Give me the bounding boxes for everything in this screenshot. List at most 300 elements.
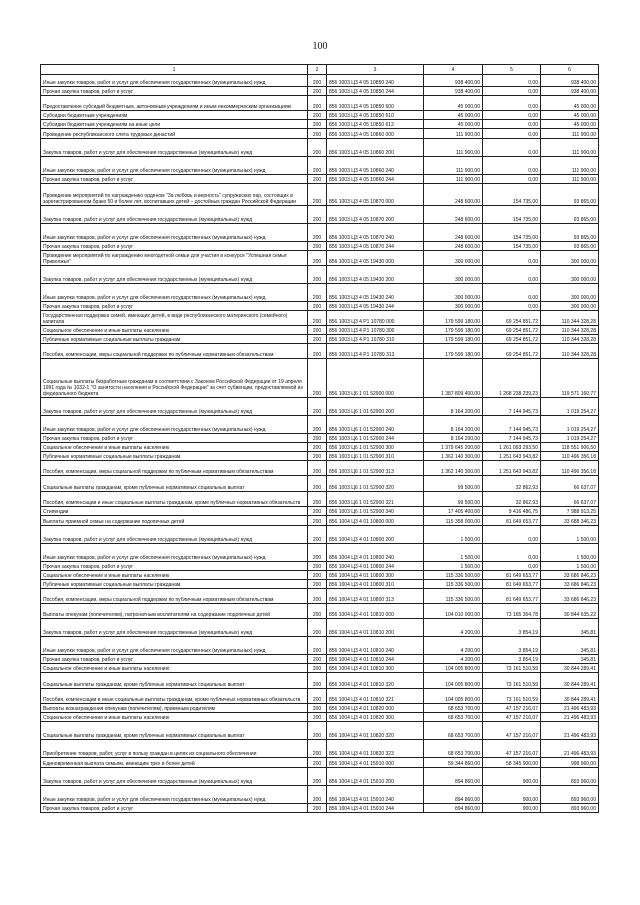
row-name-cell: Закупка товаров, работ и услуг для обеспечения государственных (муниципальных) нужд (41, 526, 308, 544)
row-remaining-cell: 893 960,00 (541, 786, 599, 804)
row-code-cell: 200 (308, 722, 327, 740)
row-executed-cell: 9 416 486,75 (483, 507, 541, 516)
row-executed-cell: 154 735,00 (483, 242, 541, 251)
row-name-cell: Стипендии (41, 507, 308, 516)
row-classification-cell: 856 1004 Ц3 4 01 10800 313 (327, 589, 424, 604)
row-remaining-cell: 93 865,00 (541, 206, 599, 224)
row-executed-cell: 69 254 851,72 (483, 326, 541, 335)
row-name-cell: Иные закупки товаров, работ и услуг для обеспечения государственных (муниципальных) нужд (41, 224, 308, 242)
row-name-cell: Иные закупки товаров, работ и услуг для обеспечения государственных (муниципальных) нужд (41, 75, 308, 87)
row-classification-cell: 856 1003 Ц3 4 05 10850 612 (327, 120, 424, 129)
row-code-cell: 200 (308, 664, 327, 673)
table-row (41, 87, 599, 96)
row-executed-cell: 0,00 (483, 251, 541, 266)
row-name-cell: Приобретение товаров, работ, услуг в пользу граждан в целях их социального обеспечения (41, 740, 308, 758)
row-classification-cell: 856 1004 Ц3 4 01 10810 321 (327, 689, 424, 704)
row-remaining-cell: 45 000,00 (541, 111, 599, 120)
row-classification-cell: 856 1003 Ц3 4 05 19430 000 (327, 251, 424, 266)
row-classification-cell: 856 1003 Ц6 1 01 52900 320 (327, 476, 424, 492)
row-name-cell: Социальные выплаты гражданам, кроме публичных нормативных социальных выплат (41, 476, 308, 492)
row-remaining-cell: 1 019 254,27 (541, 434, 599, 443)
row-executed-cell: 3 854,19 (483, 637, 541, 655)
row-name-cell: Пособия, компенсации и иные социальные выплаты гражданам, кроме публичных нормативных обязательств (41, 492, 308, 507)
row-classification-cell: 856 1003 Ц6 1 01 52900 310 (327, 452, 424, 461)
table-row (41, 344, 599, 359)
row-executed-cell: 1 261 093 293,50 (483, 443, 541, 452)
row-remaining-cell: 345,81 (541, 637, 599, 655)
row-remaining-cell: 33 686 846,23 (541, 571, 599, 580)
row-classification-cell: 856 1004 Ц3 4 01 10810 244 (327, 655, 424, 664)
row-executed-cell: 32 862,93 (483, 476, 541, 492)
row-code-cell: 200 (308, 452, 327, 461)
row-code-cell: 200 (308, 224, 327, 242)
row-name-cell: Социальное обеспечение и иные выплаты населению (41, 443, 308, 452)
column-header: 5 (483, 65, 541, 75)
row-name-cell: Пособия, компенсации, меры социальной поддержки по публичным нормативным обязательствам (41, 589, 308, 604)
row-name-cell: Проведение мероприятий по награждению орденом "За любовь и верность" супружеских пар, состоящих в зарегистрированном браке 50 и более лет, воспитавших детей – достойных граждан Российской Федерации (41, 184, 308, 206)
row-executed-cell: 81 649 653,77 (483, 516, 541, 526)
row-executed-cell: 900,00 (483, 804, 541, 813)
row-name-cell: Иные закупки товаров, работ и услуг для обеспечения государственных (муниципальных) нужд (41, 284, 308, 302)
row-name-cell: Пособия, компенсации и иные социальные выплаты гражданам, кроме публичных нормативных обязательств (41, 689, 308, 704)
table-row (41, 184, 599, 206)
row-remaining-cell: 30 844 289,41 (541, 673, 599, 689)
row-remaining-cell: 30 844 635,22 (541, 604, 599, 619)
row-executed-cell: 69 254 851,72 (483, 335, 541, 344)
row-classification-cell: 856 1004 Ц3 4 01 10810 000 (327, 604, 424, 619)
row-assigned-cell: 59 344 860,00 (424, 758, 483, 768)
table-row (41, 452, 599, 461)
row-classification-cell: 856 1004 Ц3 4 01 10810 300 (327, 664, 424, 673)
row-classification-cell: 856 1003 Ц3 4 Р1 10780 313 (327, 344, 424, 359)
row-remaining-cell: 1 019 254,27 (541, 398, 599, 416)
table-row (41, 157, 599, 175)
table-row (41, 266, 599, 284)
row-name-cell: Иные закупки товаров, работ и услуг для обеспечения государственных (муниципальных) нужд (41, 416, 308, 434)
row-code-cell: 200 (308, 507, 327, 516)
row-name-cell: Субсидии бюджетным учреждениям (41, 111, 308, 120)
row-remaining-cell: 111 900,00 (541, 139, 599, 157)
column-header: 6 (541, 65, 599, 75)
table-row (41, 111, 599, 120)
row-classification-cell: 856 1004 Ц3 4 01 10810 320 (327, 673, 424, 689)
row-code-cell: 200 (308, 655, 327, 664)
table-row (41, 589, 599, 604)
row-remaining-cell: 21 496 483,93 (541, 704, 599, 713)
row-classification-cell: 856 1003 Ц6 1 01 52900 321 (327, 492, 424, 507)
row-remaining-cell: 45 000,00 (541, 120, 599, 129)
row-code-cell: 200 (308, 526, 327, 544)
row-assigned-cell: 111 900,00 (424, 157, 483, 175)
row-executed-cell: 0,00 (483, 266, 541, 284)
row-executed-cell: 47 157 216,07 (483, 722, 541, 740)
row-assigned-cell: 1 362 140 300,00 (424, 461, 483, 476)
row-classification-cell: 856 1004 Ц3 4 01 10820 323 (327, 740, 424, 758)
row-code-cell: 200 (308, 637, 327, 655)
row-remaining-cell: 345,81 (541, 655, 599, 664)
row-assigned-cell: 248 600,00 (424, 184, 483, 206)
table-row (41, 139, 599, 157)
row-executed-cell: 81 649 653,77 (483, 580, 541, 589)
row-name-cell: Иные закупки товаров, работ и услуг для обеспечения государственных (муниципальных) нужд (41, 544, 308, 562)
row-name-cell: Закупка товаров, работ и услуг для обеспечения государственных (муниципальных) нужд (41, 206, 308, 224)
row-remaining-cell: 1 500,00 (541, 526, 599, 544)
row-executed-cell: 900,00 (483, 786, 541, 804)
row-assigned-cell: 248 600,00 (424, 242, 483, 251)
row-remaining-cell: 1 019 254,27 (541, 416, 599, 434)
row-assigned-cell: 300 000,00 (424, 302, 483, 311)
table-row (41, 516, 599, 526)
row-assigned-cell: 68 653 700,00 (424, 704, 483, 713)
row-classification-cell: 856 1003 Ц3 4 05 10850 240 (327, 75, 424, 87)
row-code-cell: 200 (308, 284, 327, 302)
table-row (41, 251, 599, 266)
table-row (41, 722, 599, 740)
row-code-cell: 200 (308, 461, 327, 476)
row-remaining-cell: 110 344 328,28 (541, 326, 599, 335)
row-name-cell: Проведение мероприятий по награждению многодетной семьи для участия в конкурсе "Успешная семья Приволжья" (41, 251, 308, 266)
table-row (41, 619, 599, 637)
row-assigned-cell: 4 200,00 (424, 619, 483, 637)
row-assigned-cell: 4 200,00 (424, 655, 483, 664)
row-assigned-cell: 111 900,00 (424, 139, 483, 157)
row-remaining-cell: 118 551 906,50 (541, 443, 599, 452)
row-assigned-cell: 104 005 800,00 (424, 689, 483, 704)
row-remaining-cell: 33 688 346,23 (541, 516, 599, 526)
row-name-cell: Субсидии бюджетным учреждениям на иные цели (41, 120, 308, 129)
row-assigned-cell: 115 336 500,00 (424, 580, 483, 589)
row-code-cell: 200 (308, 516, 327, 526)
row-code-cell: 200 (308, 266, 327, 284)
row-assigned-cell: 248 600,00 (424, 224, 483, 242)
row-name-cell: Закупка товаров, работ и услуг для обеспечения государственных (муниципальных) нужд (41, 398, 308, 416)
row-assigned-cell: 99 500,00 (424, 492, 483, 507)
row-code-cell: 200 (308, 120, 327, 129)
row-remaining-cell: 110 496 356,18 (541, 461, 599, 476)
row-executed-cell: 7 144 945,73 (483, 416, 541, 434)
row-executed-cell: 1 251 643 943,82 (483, 452, 541, 461)
table-row (41, 768, 599, 786)
table-row (41, 673, 599, 689)
row-assigned-cell: 179 599 180,00 (424, 326, 483, 335)
row-executed-cell: 47 157 216,07 (483, 713, 541, 722)
row-code-cell: 200 (308, 544, 327, 562)
row-executed-cell: 47 157 216,07 (483, 704, 541, 713)
row-classification-cell: 856 1003 Ц3 4 05 19430 200 (327, 266, 424, 284)
row-classification-cell: 856 1004 Ц3 4 01 15910 240 (327, 786, 424, 804)
table-row (41, 492, 599, 507)
table-row (41, 96, 599, 111)
row-code-cell: 200 (308, 139, 327, 157)
row-code-cell: 200 (308, 251, 327, 266)
row-code-cell: 200 (308, 359, 327, 398)
row-executed-cell: 0,00 (483, 75, 541, 87)
row-executed-cell: 0,00 (483, 544, 541, 562)
row-executed-cell: 0,00 (483, 111, 541, 120)
row-code-cell: 200 (308, 96, 327, 111)
row-executed-cell: 58 345 900,00 (483, 758, 541, 768)
row-remaining-cell: 345,81 (541, 619, 599, 637)
table-row (41, 562, 599, 571)
row-executed-cell: 154 735,00 (483, 206, 541, 224)
row-executed-cell: 73 165 364,78 (483, 604, 541, 619)
row-name-cell: Социальные выплаты безработным гражданам в соответствии с Законом Российской Федерации от 19 апреля 1991 года № 1032-1 "О занятости населения в Российской Федерации" за счет субвенции, предоставляемой из федерального бюджета (41, 359, 308, 398)
row-name-cell: Иные закупки товаров, работ и услуг для обеспечения государственных (муниципальных) нужд (41, 786, 308, 804)
row-name-cell: Социальное обеспечение и иные выплаты населению (41, 664, 308, 673)
row-code-cell: 200 (308, 157, 327, 175)
row-code-cell: 200 (308, 786, 327, 804)
column-header: 1 (41, 65, 308, 75)
row-executed-cell: 81 649 653,77 (483, 589, 541, 604)
row-code-cell: 200 (308, 768, 327, 786)
row-classification-cell: 856 1003 Ц6 1 01 52900 300 (327, 443, 424, 452)
row-code-cell: 200 (308, 492, 327, 507)
row-code-cell: 200 (308, 184, 327, 206)
row-classification-cell: 856 1004 Ц3 4 01 10810 240 (327, 637, 424, 655)
row-classification-cell: 856 1004 Ц3 4 01 10820 320 (327, 722, 424, 740)
row-code-cell: 200 (308, 476, 327, 492)
row-remaining-cell: 893 960,00 (541, 768, 599, 786)
row-classification-cell: 856 1004 Ц3 4 01 10800 310 (327, 580, 424, 589)
table-row (41, 704, 599, 713)
row-classification-cell: 856 1003 Ц3 4 Р1 10780 300 (327, 326, 424, 335)
row-assigned-cell: 1 500,00 (424, 544, 483, 562)
row-remaining-cell: 110 496 356,18 (541, 452, 599, 461)
row-name-cell: Проведение республиканского слета трудовых династий (41, 129, 308, 139)
table-row (41, 664, 599, 673)
row-name-cell: Закупка товаров, работ и услуг для обеспечения государственных (муниципальных) нужд (41, 139, 308, 157)
row-executed-cell: 0,00 (483, 96, 541, 111)
row-classification-cell: 856 1003 Ц6 1 01 52900 240 (327, 416, 424, 434)
table-row (41, 284, 599, 302)
row-classification-cell: 856 1003 Ц6 1 01 52900 313 (327, 461, 424, 476)
row-code-cell: 200 (308, 571, 327, 580)
row-assigned-cell: 104 005 800,00 (424, 664, 483, 673)
row-assigned-cell: 300 000,00 (424, 266, 483, 284)
row-name-cell: Выплаты вознаграждения опекунам (попечителям), приемным родителям (41, 704, 308, 713)
row-name-cell: Закупка товаров, работ и услуг для обеспечения государственных (муниципальных) нужд (41, 768, 308, 786)
row-name-cell: Прочая закупка товаров, работ и услуг (41, 562, 308, 571)
row-name-cell: Единовременная выплата семьям, имеющим трех и более детей (41, 758, 308, 768)
row-classification-cell: 856 1003 Ц6 1 01 52900 340 (327, 507, 424, 516)
row-code-cell: 200 (308, 242, 327, 251)
row-remaining-cell: 998 960,00 (541, 758, 599, 768)
row-code-cell: 200 (308, 111, 327, 120)
row-remaining-cell: 111 900,00 (541, 129, 599, 139)
row-executed-cell: 73 161 510,59 (483, 673, 541, 689)
row-executed-cell: 32 862,93 (483, 492, 541, 507)
row-assigned-cell: 45 000,00 (424, 96, 483, 111)
row-executed-cell: 0,00 (483, 284, 541, 302)
row-code-cell: 200 (308, 87, 327, 96)
row-name-cell: Выплаты опекунам (попечителям), патронатным воспитателям на содержание подопечных детей (41, 604, 308, 619)
row-assigned-cell: 115 336 500,00 (424, 571, 483, 580)
row-name-cell: Иные закупки товаров, работ и услуг для обеспечения государственных (муниципальных) нужд (41, 637, 308, 655)
row-executed-cell: 81 649 653,77 (483, 571, 541, 580)
row-executed-cell: 47 157 216,07 (483, 740, 541, 758)
row-classification-cell: 856 1003 Ц6 1 01 52900 000 (327, 359, 424, 398)
row-classification-cell: 856 1003 Ц3 4 05 10870 240 (327, 224, 424, 242)
row-remaining-cell: 110 344 328,28 (541, 311, 599, 326)
row-classification-cell: 856 1003 Ц3 4 05 19430 244 (327, 302, 424, 311)
row-executed-cell: 73 161 510,59 (483, 664, 541, 673)
table-row (41, 326, 599, 335)
row-assigned-cell: 179 599 180,00 (424, 335, 483, 344)
row-executed-cell: 69 254 851,72 (483, 311, 541, 326)
row-remaining-cell: 119 571 160,77 (541, 359, 599, 398)
row-name-cell: Социальные выплаты гражданам, кроме публичных нормативных социальных выплат (41, 673, 308, 689)
row-classification-cell: 856 1004 Ц3 4 01 10810 200 (327, 619, 424, 637)
row-executed-cell: 3 854,19 (483, 655, 541, 664)
row-executed-cell: 154 735,00 (483, 224, 541, 242)
row-remaining-cell: 893 960,00 (541, 804, 599, 813)
row-executed-cell: 0,00 (483, 129, 541, 139)
row-remaining-cell: 21 496 483,93 (541, 740, 599, 758)
row-remaining-cell: 7 988 913,25 (541, 507, 599, 516)
table-row (41, 443, 599, 452)
row-remaining-cell: 110 344 328,28 (541, 344, 599, 359)
row-assigned-cell: 104 010 000,00 (424, 604, 483, 619)
row-name-cell: Закупка товаров, работ и услуг для обеспечения государственных (муниципальных) нужд (41, 619, 308, 637)
row-assigned-cell: 4 200,00 (424, 637, 483, 655)
row-classification-cell: 856 1003 Ц3 4 05 10870 244 (327, 242, 424, 251)
row-assigned-cell: 115 358 000,00 (424, 516, 483, 526)
table-row (41, 786, 599, 804)
row-code-cell: 200 (308, 580, 327, 589)
table-row (41, 804, 599, 813)
row-code-cell: 200 (308, 398, 327, 416)
row-name-cell: Пособия, компенсации, меры социальной поддержки по публичным нормативным обязательствам (41, 344, 308, 359)
row-assigned-cell: 45 000,00 (424, 111, 483, 120)
row-name-cell: Прочая закупка товаров, работ и услуг (41, 302, 308, 311)
row-assigned-cell: 1 362 140 300,00 (424, 452, 483, 461)
table-row (41, 740, 599, 758)
row-code-cell: 200 (308, 344, 327, 359)
table-row (41, 129, 599, 139)
table-row (41, 713, 599, 722)
row-executed-cell: 0,00 (483, 302, 541, 311)
row-classification-cell: 856 1003 Ц3 4 Р1 10780 310 (327, 335, 424, 344)
row-classification-cell: 856 1003 Ц3 4 Р1 10780 000 (327, 311, 424, 326)
row-remaining-cell: 21 496 483,93 (541, 722, 599, 740)
table-row (41, 242, 599, 251)
row-code-cell: 200 (308, 326, 327, 335)
row-code-cell: 200 (308, 311, 327, 326)
row-classification-cell: 856 1003 Ц3 4 05 10870 200 (327, 206, 424, 224)
row-code-cell: 200 (308, 129, 327, 139)
row-remaining-cell: 1 500,00 (541, 562, 599, 571)
table-row (41, 689, 599, 704)
row-executed-cell: 154 735,00 (483, 184, 541, 206)
row-assigned-cell: 1 387 809 400,00 (424, 359, 483, 398)
row-name-cell: Прочая закупка товаров, работ и услуг (41, 655, 308, 664)
row-executed-cell: 7 144 945,73 (483, 398, 541, 416)
row-assigned-cell: 1 379 645 200,00 (424, 443, 483, 452)
row-assigned-cell: 111 900,00 (424, 175, 483, 184)
row-assigned-cell: 99 500,00 (424, 476, 483, 492)
table-row (41, 476, 599, 492)
row-remaining-cell: 21 496 483,93 (541, 713, 599, 722)
row-classification-cell: 856 1004 Ц3 4 01 10800 244 (327, 562, 424, 571)
row-name-cell: Предоставление субсидий бюджетным, автономным учреждениям и иным некоммерческим организациям (41, 96, 308, 111)
row-remaining-cell: 938 400,00 (541, 75, 599, 87)
row-classification-cell: 856 1003 Ц6 1 01 52900 200 (327, 398, 424, 416)
row-code-cell: 200 (308, 604, 327, 619)
row-assigned-cell: 111 900,00 (424, 129, 483, 139)
row-code-cell: 200 (308, 206, 327, 224)
row-remaining-cell: 33 686 846,23 (541, 580, 599, 589)
column-header: 3 (327, 65, 424, 75)
row-executed-cell: 900,00 (483, 768, 541, 786)
row-assigned-cell: 1 500,00 (424, 562, 483, 571)
row-assigned-cell: 894 860,00 (424, 768, 483, 786)
table-row (41, 526, 599, 544)
row-assigned-cell: 938 400,00 (424, 87, 483, 96)
row-assigned-cell: 179 599 180,00 (424, 311, 483, 326)
row-name-cell: Прочая закупка товаров, работ и услуг (41, 804, 308, 813)
row-executed-cell: 0,00 (483, 526, 541, 544)
row-code-cell: 200 (308, 443, 327, 452)
row-name-cell: Иные закупки товаров, работ и услуг для обеспечения государственных (муниципальных) нужд (41, 157, 308, 175)
row-remaining-cell: 938 400,00 (541, 87, 599, 96)
row-classification-cell: 856 1003 Ц3 4 05 10850 600 (327, 96, 424, 111)
column-header: 4 (424, 65, 483, 75)
row-name-cell: Прочая закупка товаров, работ и услуг (41, 434, 308, 443)
row-classification-cell: 856 1003 Ц3 4 05 10860 240 (327, 157, 424, 175)
row-assigned-cell: 8 164 200,00 (424, 416, 483, 434)
table-row (41, 461, 599, 476)
row-code-cell: 200 (308, 589, 327, 604)
row-executed-cell: 0,00 (483, 175, 541, 184)
row-assigned-cell: 248 600,00 (424, 206, 483, 224)
row-remaining-cell: 300 000,00 (541, 284, 599, 302)
table-row (41, 416, 599, 434)
row-executed-cell: 1 251 643 943,82 (483, 461, 541, 476)
row-assigned-cell: 115 336 500,00 (424, 589, 483, 604)
row-remaining-cell: 33 686 846,23 (541, 589, 599, 604)
row-executed-cell: 0,00 (483, 157, 541, 175)
table-row (41, 655, 599, 664)
column-header: 2 (308, 65, 327, 75)
row-executed-cell: 69 254 851,72 (483, 344, 541, 359)
row-executed-cell: 0,00 (483, 120, 541, 129)
row-executed-cell: 0,00 (483, 562, 541, 571)
row-assigned-cell: 8 164 200,00 (424, 434, 483, 443)
row-name-cell: Публичные нормативные социальные выплаты гражданам (41, 452, 308, 461)
row-remaining-cell: 111 900,00 (541, 157, 599, 175)
table-row (41, 434, 599, 443)
table-row (41, 758, 599, 768)
row-remaining-cell: 111 900,00 (541, 175, 599, 184)
row-code-cell: 200 (308, 673, 327, 689)
table-row (41, 571, 599, 580)
row-classification-cell: 856 1004 Ц3 4 01 10800 300 (327, 571, 424, 580)
row-code-cell: 200 (308, 704, 327, 713)
row-code-cell: 200 (308, 689, 327, 704)
row-classification-cell: 856 1003 Ц3 4 05 19430 240 (327, 284, 424, 302)
row-classification-cell: 856 1003 Ц6 1 01 52900 244 (327, 434, 424, 443)
row-classification-cell: 856 1004 Ц3 4 01 15910 244 (327, 804, 424, 813)
row-code-cell: 200 (308, 713, 327, 722)
row-code-cell: 200 (308, 416, 327, 434)
row-name-cell: Прочая закупка товаров, работ и услуг (41, 175, 308, 184)
row-classification-cell: 856 1004 Ц3 4 01 15910 000 (327, 758, 424, 768)
row-classification-cell: 856 1004 Ц3 4 01 15910 200 (327, 768, 424, 786)
row-assigned-cell: 68 653 700,00 (424, 722, 483, 740)
row-name-cell: Государственная поддержка семей, имеющих детей, в виде республиканского материнского (семейного) капитала (41, 311, 308, 326)
row-assigned-cell: 68 653 700,00 (424, 713, 483, 722)
table-row (41, 302, 599, 311)
